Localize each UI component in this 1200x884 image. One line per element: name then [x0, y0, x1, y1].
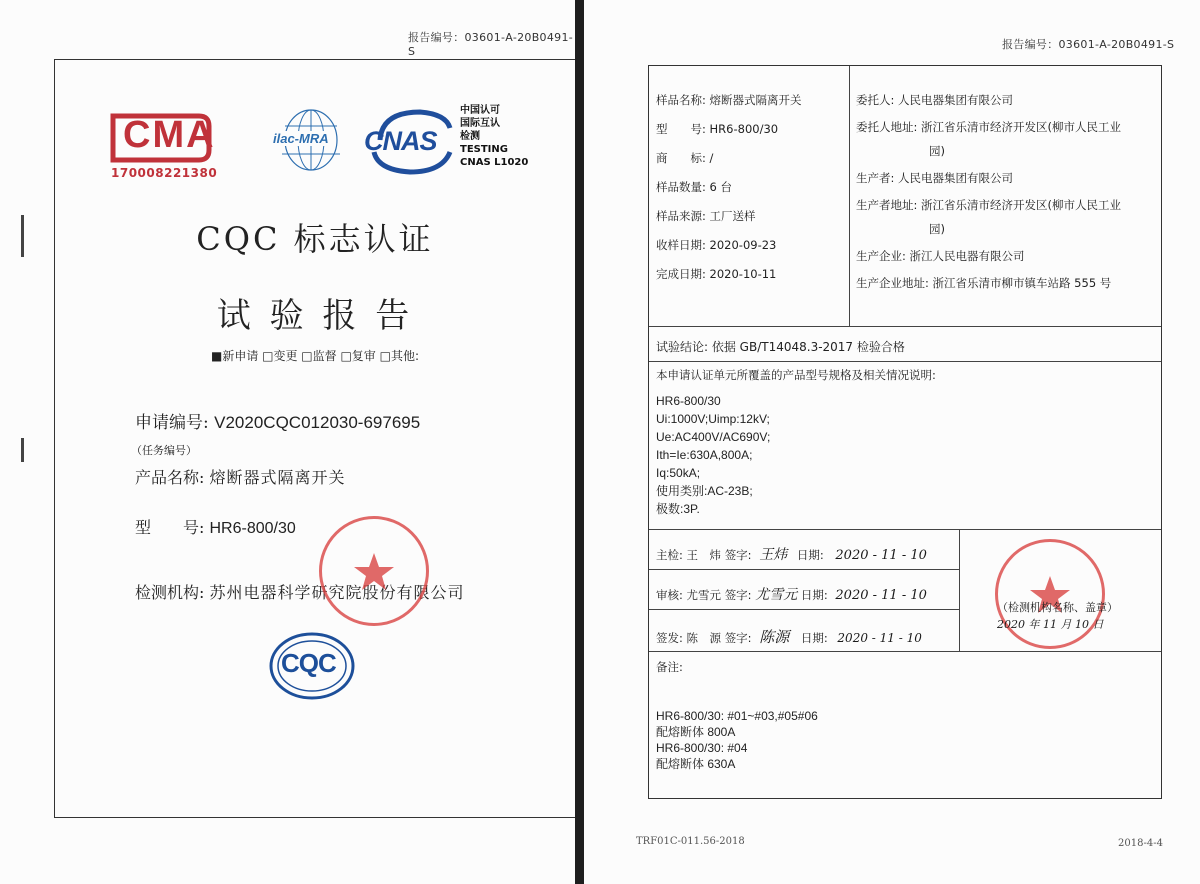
coverage-line: Iq:50kA;	[656, 466, 701, 480]
row-label: 完成日期:	[656, 267, 706, 281]
row-value: 浙江省乐清市经济开发区(柳市人民工业	[921, 120, 1122, 134]
row-label: 收样日期:	[656, 238, 706, 252]
report-sheet-page	[584, 0, 1200, 884]
application-number: V2020CQC012030-697695	[214, 413, 421, 432]
seal-date: 2020 年 11 月 10 日	[997, 618, 1104, 631]
coverage-line: Ue:AC400V/AC690V;	[656, 430, 771, 444]
report-number-label: 报告编号：	[1002, 38, 1059, 51]
notes-list	[656, 708, 818, 772]
cnas-logo	[362, 106, 462, 176]
ilac-mra-logo	[274, 104, 348, 176]
reviewer-signer-row	[656, 584, 927, 604]
row-divider	[649, 326, 1161, 327]
inspection-seal	[995, 539, 1105, 649]
client-address-row	[856, 119, 1121, 135]
product-row	[135, 465, 346, 488]
signature-label: 签字:	[724, 631, 752, 645]
row-label: 生产者:	[856, 171, 895, 185]
row-label: 委托人地址:	[856, 120, 918, 134]
cnas-caption-line: 国际互认	[460, 118, 500, 129]
coverage-line: Ith=Ie:630A,800A;	[656, 448, 753, 462]
cnas-caption-line: 中国认可	[460, 105, 500, 116]
cnas-caption-line: TESTING	[460, 144, 508, 155]
report-number-label: 报告编号：	[408, 31, 465, 44]
model-row	[656, 121, 778, 137]
coverage-line: Ui:1000V;Uimp:12kV;	[656, 412, 770, 426]
signed-date: 2020 - 11 - 10	[837, 631, 922, 645]
sheet-frame	[648, 65, 1162, 799]
row-label: 型 号:	[656, 122, 706, 136]
row-value: 园)	[929, 222, 945, 236]
row-divider	[649, 529, 1161, 530]
signer-role: 签发:	[656, 631, 683, 645]
row-divider	[649, 609, 959, 610]
form-date: 2018-4-4	[1118, 838, 1163, 849]
cover-title: CQC 标志认证	[196, 220, 434, 258]
producer-row	[856, 170, 1013, 186]
cnas-caption	[460, 104, 528, 169]
row-value: 人民电器集团有限公司	[898, 93, 1014, 107]
signer-role: 主检:	[656, 548, 683, 562]
row-value: /	[709, 151, 714, 165]
seal-star-icon	[322, 519, 426, 623]
cqc-logo	[269, 632, 355, 700]
row-label: 样品来源:	[656, 209, 706, 223]
coverage-line: HR6-800/30	[656, 394, 721, 408]
date-label: 日期:	[800, 588, 828, 602]
received-date-row	[656, 237, 776, 253]
cnas-caption-line: CNAS L1020	[460, 157, 529, 168]
row-value: 熔断器式隔离开关	[709, 93, 802, 107]
cover-frame	[54, 59, 576, 818]
signed-date: 2020 - 11 - 10	[835, 588, 927, 603]
row-label: 生产企业:	[856, 249, 906, 263]
signature: 王炜	[759, 547, 788, 563]
product-name: 熔断器式隔离开关	[209, 468, 346, 487]
inspection-seal	[319, 516, 429, 626]
report-number-value: 03601-A-20B0491-S	[1058, 38, 1175, 51]
signature: 陈源	[759, 628, 790, 646]
row-value: 2020-10-11	[709, 267, 777, 281]
report-number	[408, 29, 578, 58]
row-value: 浙江省乐清市柳市镇车站路 555 号	[932, 276, 1112, 290]
cma-number: 170008221380	[111, 166, 218, 180]
application-number-row	[135, 408, 420, 433]
signer-name: 尤雪元	[686, 588, 722, 602]
notes-label: 备注:	[656, 660, 683, 674]
note-line: HR6-800/30: #04	[656, 741, 748, 755]
product-label: 产品名称:	[135, 468, 205, 487]
trademark-row	[656, 150, 713, 166]
completed-date-row	[656, 266, 776, 282]
row-value: 2020-09-23	[709, 238, 777, 252]
model-row	[135, 515, 296, 538]
coverage-line: 极数:3P.	[656, 502, 700, 516]
inspector-signer-row	[656, 544, 927, 564]
lab-label: 检测机构:	[135, 583, 205, 602]
row-divider	[649, 569, 959, 570]
row-divider	[649, 361, 1161, 362]
date-label: 日期:	[796, 548, 824, 562]
signer-name: 陈 源	[686, 631, 722, 645]
binder-hole-mark	[21, 215, 24, 257]
report-number	[1002, 36, 1174, 52]
row-value: 人民电器集团有限公司	[898, 171, 1014, 185]
row-divider	[649, 651, 1161, 652]
cma-logo	[109, 112, 218, 180]
form-number: TRF01C-011.56-2018	[636, 836, 745, 847]
coverage-heading: 本申请认证单元所覆盖的产品型号规格及相关情况说明:	[656, 368, 936, 382]
column-divider	[849, 66, 850, 326]
producer-address-cont	[929, 221, 945, 237]
row-label: 生产者地址:	[856, 198, 918, 212]
cnas-caption-line: 检测	[460, 131, 480, 142]
row-label: 样品数量:	[656, 180, 706, 194]
row-value: 浙江人民电器有限公司	[909, 249, 1025, 263]
sample-name-row	[656, 92, 802, 108]
row-label: 委托人:	[856, 93, 895, 107]
row-label: 商 标:	[656, 151, 706, 165]
note-line: HR6-800/30: #01~#03,#05#06	[656, 709, 818, 723]
signature-label: 签字:	[724, 588, 752, 602]
row-value: 园)	[929, 144, 945, 158]
sample-source-row	[656, 208, 756, 224]
note-line: 配熔断体 800A	[656, 725, 736, 739]
column-divider	[959, 529, 960, 651]
cover-page	[0, 0, 578, 884]
cnas-text: CNAS	[364, 126, 437, 156]
client-address-cont	[929, 143, 945, 159]
lab-name: 苏州电器科学研究院股份有限公司	[209, 583, 465, 602]
binder-hole-mark	[21, 438, 24, 462]
test-conclusion: 试验结论: 依据 GB/T14048.3-2017 检验合格	[656, 340, 905, 354]
coverage-line: 使用类别:AC-23B;	[656, 484, 753, 498]
task-number-label: （任务编号）	[131, 444, 197, 457]
report-number-value: 03601-A-20B0491-S	[408, 31, 574, 58]
row-value: HR6-800/30	[709, 122, 779, 136]
cma-letters: CMA	[123, 114, 216, 156]
application-type-options: ■新申请 □变更 □监督 □复审 □其他:	[211, 349, 419, 363]
manufacturer-address-row	[856, 275, 1111, 291]
model-label: 型 号:	[135, 518, 205, 537]
signed-date: 2020 - 11 - 10	[835, 548, 927, 563]
date-label: 日期:	[800, 631, 828, 645]
coverage-list	[656, 392, 770, 518]
client-row	[856, 92, 1013, 108]
signature: 尤雪元	[755, 587, 798, 603]
row-value: 6 台	[709, 180, 733, 194]
row-value: 工厂送样	[709, 209, 756, 223]
application-label: 申请编号:	[135, 413, 209, 433]
signer-name: 王 炜	[686, 548, 722, 562]
cqc-text: CQC	[281, 648, 336, 678]
signer-role: 审核:	[656, 588, 683, 602]
row-value: 浙江省乐清市经济开发区(柳市人民工业	[921, 198, 1122, 212]
producer-address-row	[856, 197, 1121, 213]
model-value: HR6-800/30	[209, 520, 296, 537]
seal-caption: （检测机构名称、盖章）	[997, 601, 1118, 614]
cover-subtitle: 试 验 报 告	[216, 296, 414, 336]
note-line: 配熔断体 630A	[656, 757, 736, 771]
sample-quantity-row	[656, 179, 732, 195]
row-label: 样品名称:	[656, 93, 706, 107]
signature-label: 签字:	[724, 548, 752, 562]
ilac-mra-text: ilac-MRA	[273, 131, 329, 146]
manufacturer-row	[856, 248, 1025, 264]
issuer-signer-row	[656, 626, 922, 647]
row-label: 生产企业地址:	[856, 276, 929, 290]
page-gutter	[575, 0, 584, 884]
